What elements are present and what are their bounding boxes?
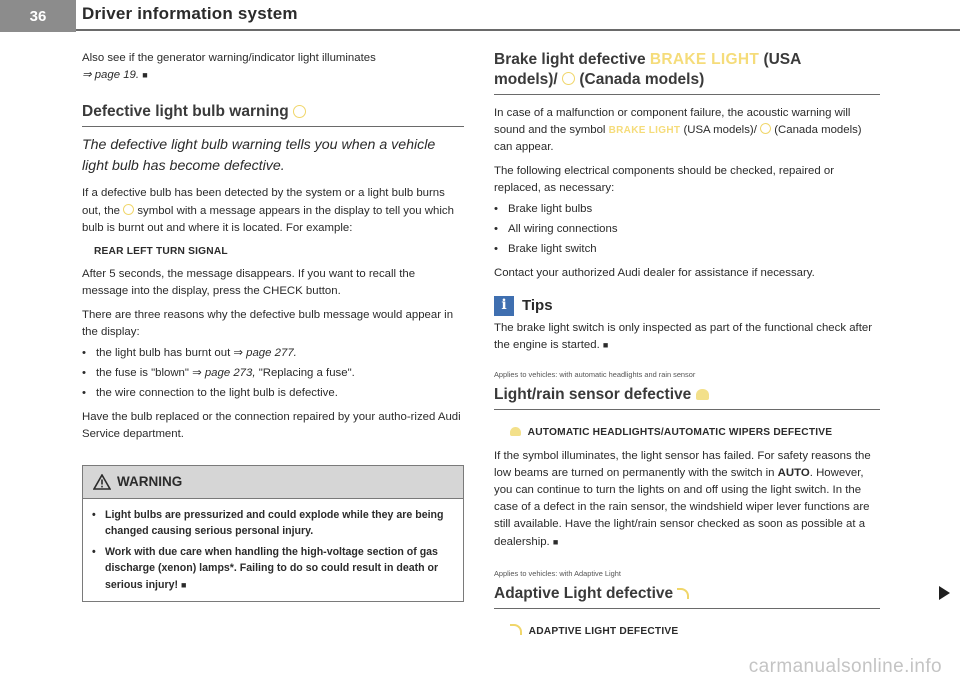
- bullet-1-text: the light bulb has burnt out ⇒: [96, 347, 243, 360]
- lightrain-paragraph: [494, 448, 880, 551]
- end-mark: ■: [180, 579, 187, 590]
- brake-circle-icon: [562, 72, 575, 85]
- end-mark: ■: [552, 536, 559, 547]
- bullet-1-ref[interactable]: page 277.: [246, 347, 297, 360]
- right-column: [494, 50, 880, 640]
- brake-bullet-3: Brake light switch: [508, 243, 597, 256]
- warning-triangle-icon: [93, 474, 111, 490]
- bullet-2-ref[interactable]: page 273,: [204, 367, 256, 380]
- lightrain-p-a: If the symbol illuminates, the light sensor has failed. For safety reasons the low beams are turned on permanently with the switch in: [494, 449, 871, 479]
- tips-paragraph: [494, 320, 880, 354]
- adaptive-message: [494, 623, 880, 640]
- lightrain-p-b: . However, you can continue to turn the lights on and off using the light switch. In the case of a defect in the rain sensor, the windshield wiper lever functions are still available. Have the light/rain sensor checked as soon as possible at a dealership.: [494, 466, 870, 548]
- brake-light-symbol: BRAKE LIGHT: [608, 125, 681, 137]
- brake-paragraph-3: Contact your authorized Audi dealer for assistance if necessary.: [494, 266, 815, 279]
- end-mark: ■: [602, 340, 609, 351]
- bullet-dot: •: [494, 243, 498, 256]
- end-mark: ■: [142, 70, 148, 81]
- info-icon: i: [494, 296, 514, 316]
- bulb-lead: The defective light bulb warning tells you when a vehicle light bulb has become defective.: [82, 137, 436, 175]
- bullet-dot: •: [92, 545, 96, 558]
- warning-bullet-1: Light bulbs are pressurized and could explode while they are being changed causing serious personal injury.: [105, 509, 444, 538]
- tips-heading: [494, 296, 880, 316]
- bullet-2-tail: "Replacing a fuse".: [258, 367, 355, 380]
- warning-bullet-2: Work with due care when handling the high-voltage section of gas discharge (xenon) lamps*. Failing to do so could result in death or serious injury!: [105, 545, 439, 591]
- brake-p1-c: (Canada models) can appear.: [494, 124, 862, 154]
- light-rain-sensor-icon: [696, 389, 709, 400]
- adaptive-light-icon: [510, 624, 522, 635]
- left-column: [82, 50, 464, 602]
- bullet-2-text: the fuse is "blown" ⇒: [96, 367, 202, 380]
- lightrain-message: [494, 424, 880, 441]
- tips-label: Tips: [522, 297, 553, 315]
- brake-circle-icon: [760, 123, 771, 134]
- list-item: [494, 241, 880, 258]
- adaptive-heading-text: Adaptive Light defective: [494, 585, 674, 603]
- bulb-paragraph-2: After 5 seconds, the message disappears. If you want to recall the message into the display, press the CHECK button.: [82, 268, 416, 298]
- list-item: [92, 544, 454, 593]
- bullet-dot: •: [494, 223, 498, 236]
- brake-p1-a: In case of a malfunction or component failure, the acoustic warning will sound and the symbol: [494, 107, 851, 137]
- warning-bullet-2-wrap: [105, 544, 454, 593]
- brake-paragraph-2: The following electrical components should be checked, repaired or replaced, as necessary:: [494, 164, 835, 194]
- bulb-warning-icon: [123, 204, 134, 215]
- list-item: [494, 201, 880, 218]
- tips-text: The brake light switch is only inspected as part of the functional check after the engine is started.: [494, 321, 872, 352]
- list-item: [82, 385, 464, 402]
- brake-p1-b: (USA models)/: [683, 124, 757, 137]
- lightrain-heading: [494, 385, 880, 410]
- lightrain-message-text: AUTOMATIC HEADLIGHTS/AUTOMATIC WIPERS DEFECTIVE: [527, 427, 833, 439]
- list-item: [82, 365, 464, 382]
- bulb-paragraph-4: Have the bulb replaced or the connection repaired by your autho-rized Audi Service department.: [82, 410, 461, 440]
- applies-note-adaptive: Applies to vehicles: with Adaptive Light: [494, 568, 621, 578]
- warning-header: [83, 466, 463, 499]
- lightrain-auto: AUTO: [777, 466, 810, 479]
- warning-box: [82, 465, 464, 602]
- bullet-dot: •: [82, 367, 86, 380]
- bullet-text: [96, 345, 297, 362]
- brake-heading-c: models)/: [494, 71, 558, 88]
- warning-title: WARNING: [117, 474, 183, 490]
- applies-note-lightrain: Applies to vehicles: with automatic headlights and rain sensor: [494, 370, 696, 380]
- adaptive-light-icon: [677, 588, 689, 599]
- bulb-warning-icon: [293, 105, 306, 118]
- bullet-dot: •: [82, 347, 86, 360]
- adaptive-heading: [494, 584, 880, 609]
- brake-paragraph-1: [494, 105, 880, 157]
- bulb-example-message: REAR LEFT TURN SIGNAL: [94, 246, 228, 258]
- brake-light-symbol: BRAKE LIGHT: [649, 51, 760, 68]
- adaptive-message-text: ADAPTIVE LIGHT DEFECTIVE: [528, 626, 679, 638]
- brake-bullet-1: Brake light bulbs: [508, 203, 593, 216]
- header-rule: [76, 29, 960, 31]
- list-item: [494, 221, 880, 238]
- lightrain-heading-text: Light/rain sensor defective: [494, 386, 692, 404]
- brake-heading-d: (Canada models): [579, 71, 705, 88]
- list-item: [92, 507, 454, 540]
- warning-body: [83, 499, 463, 601]
- bulb-heading-text: Defective light bulb warning: [82, 103, 289, 121]
- watermark: carmanualsonline.info: [748, 656, 942, 677]
- page-number: 36: [0, 0, 76, 32]
- list-item: [82, 345, 464, 362]
- intro-paragraph: [82, 50, 464, 84]
- brake-bullet-2: All wiring connections: [508, 223, 618, 236]
- bulb-p1-a: If a defective bulb has been detected by the system or a light bulb burns out, the: [82, 187, 445, 217]
- intro-text: Also see if the generator warning/indicator light illuminates: [82, 52, 376, 64]
- bullet-dot: •: [82, 387, 86, 400]
- light-rain-sensor-icon: [510, 427, 521, 436]
- bulb-paragraph-1: [82, 185, 464, 237]
- bullet-dot: •: [92, 509, 96, 522]
- brake-heading: [494, 50, 880, 95]
- bulb-heading: [82, 102, 464, 127]
- brake-heading-a: Brake light defective: [494, 51, 646, 68]
- brake-heading-b: (USA: [763, 51, 802, 68]
- section-header-title: Driver information system: [82, 4, 298, 23]
- bullet-text: [96, 365, 355, 382]
- next-page-arrow-icon[interactable]: [939, 586, 950, 600]
- intro-ref[interactable]: ⇒ page 19.: [82, 69, 140, 82]
- bulb-paragraph-3: There are three reasons why the defective bulb message would appear in the display:: [82, 308, 454, 338]
- bullet-3-text: the wire connection to the light bulb is defective.: [96, 387, 338, 400]
- bulb-p1-b: symbol with a message appears in the display to tell you which bulb is burnt out and where it is located. For example:: [82, 204, 454, 234]
- bullet-dot: •: [494, 203, 498, 216]
